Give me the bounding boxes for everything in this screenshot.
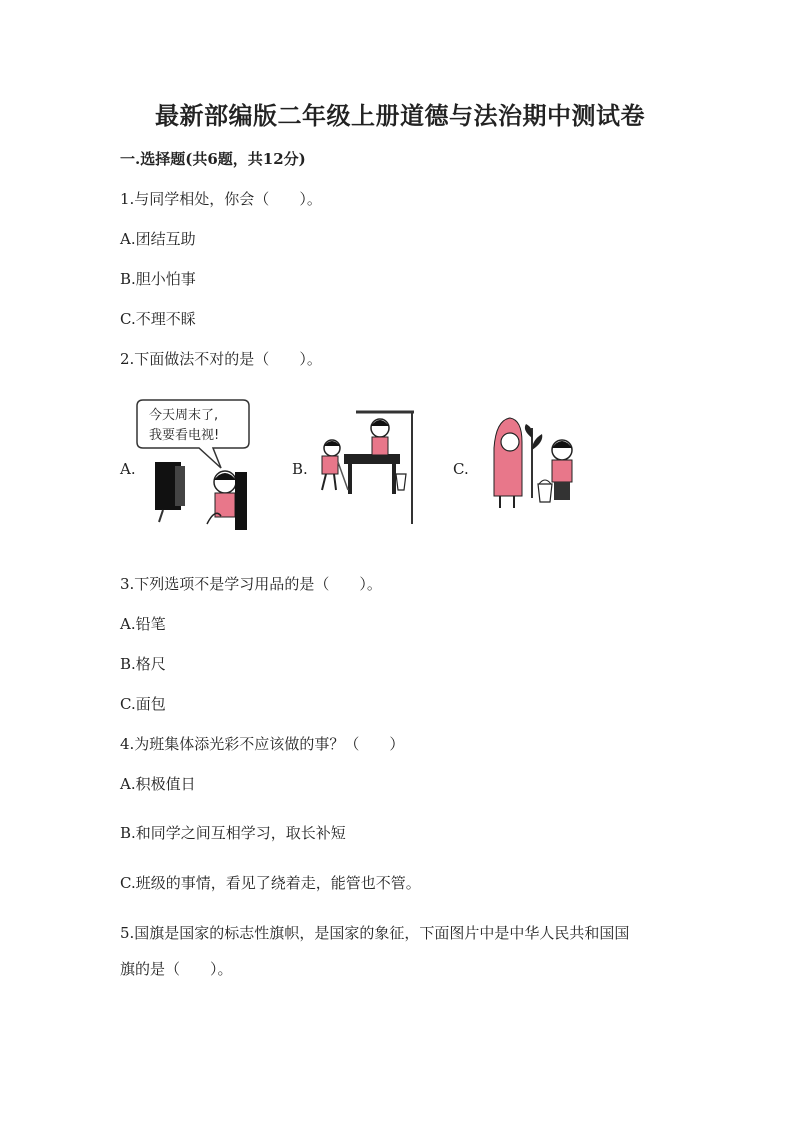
- question-2-option-a-label[interactable]: A.: [120, 460, 136, 478]
- question-2-stem: 2.下面做法不对的是（ ）。: [120, 350, 322, 368]
- question-3-option-b[interactable]: B.格尺: [120, 655, 166, 673]
- page-title: 最新部编版二年级上册道德与法治期中测试卷: [155, 101, 645, 130]
- question-2-option-b-label[interactable]: B.: [292, 460, 308, 478]
- question-2-option-c-illustration[interactable]: [488, 398, 588, 532]
- speech-line-1: 今天周末了,: [149, 408, 219, 423]
- speech-line-2: 我要看电视!: [149, 428, 220, 443]
- question-2-option-a-illustration[interactable]: [135, 398, 255, 532]
- question-4-stem: 4.为班集体添光彩不应该做的事？（ ）: [120, 735, 405, 753]
- question-2-option-b-illustration[interactable]: [308, 398, 418, 532]
- question-3-option-a[interactable]: A.铅笔: [120, 615, 166, 633]
- question-4-option-b[interactable]: B.和同学之间互相学习，取长补短: [120, 824, 346, 842]
- question-1-option-a[interactable]: A.团结互助: [120, 230, 196, 248]
- question-4-option-a[interactable]: A.积极值日: [120, 775, 196, 793]
- question-2-option-c-label[interactable]: C.: [453, 460, 469, 478]
- question-5-stem-line-2: 旗的是（ ）。: [120, 960, 233, 978]
- question-5-stem-line-1: 5.国旗是国家的标志性旗帜，是国家的象征，下面图片中是中华人民共和国国: [120, 924, 630, 942]
- question-1-option-b[interactable]: B.胆小怕事: [120, 270, 196, 288]
- question-3-stem: 3.下列选项不是学习用品的是（ ）。: [120, 575, 382, 593]
- question-4-option-c[interactable]: C.班级的事情，看见了绕着走，能管也不管。: [120, 874, 421, 892]
- section-heading: 一.选择题(共6题，共12分): [120, 150, 306, 168]
- question-3-option-c[interactable]: C.面包: [120, 695, 166, 713]
- question-1-option-c[interactable]: C.不理不睬: [120, 310, 196, 328]
- question-1-stem: 1.与同学相处，你会（ ）。: [120, 190, 322, 208]
